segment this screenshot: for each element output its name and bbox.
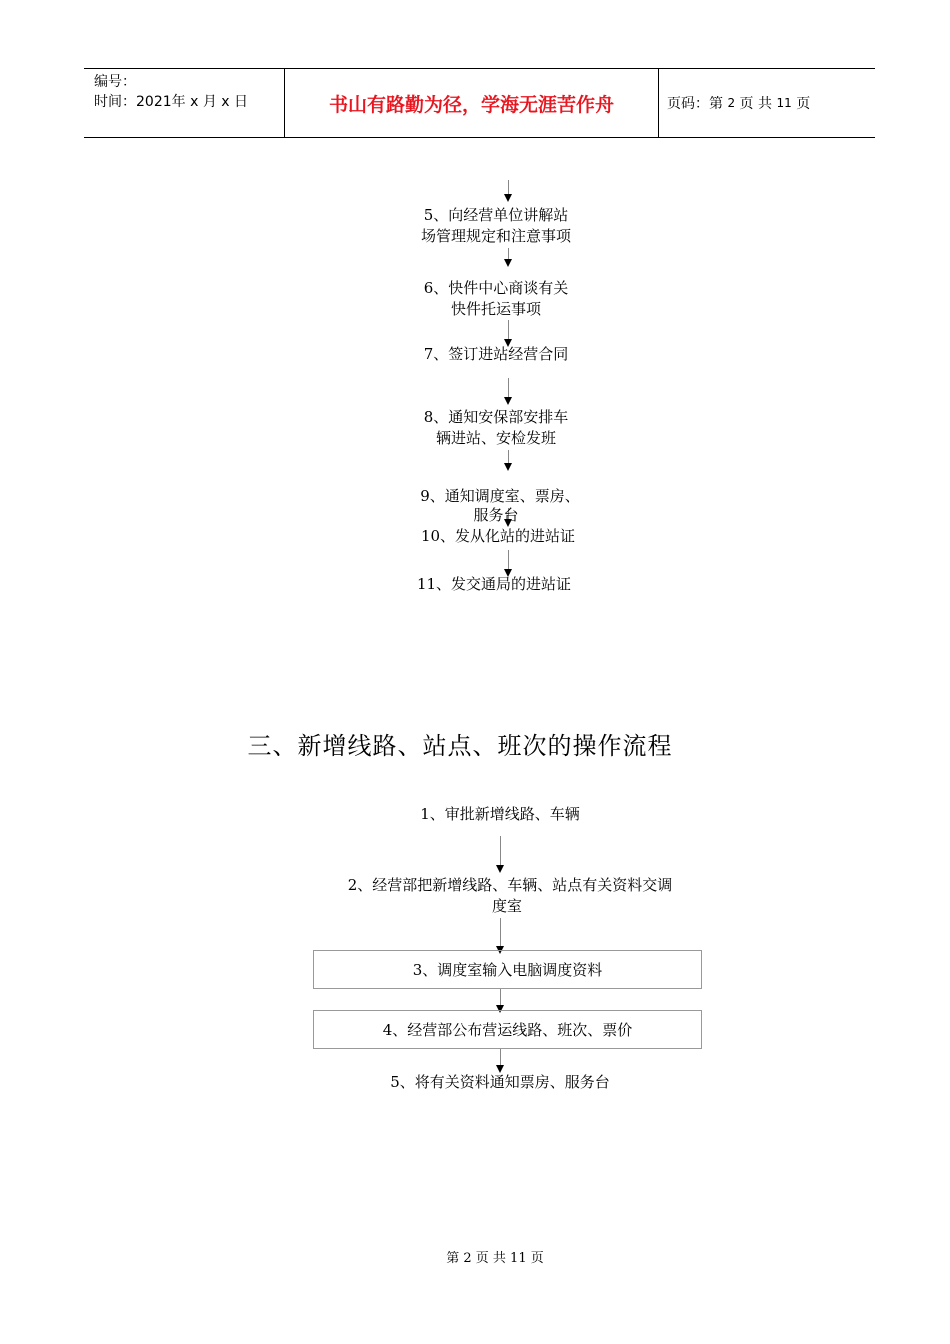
flow1-step-9: 9、通知调度室、票房、 服务台 [420, 487, 580, 524]
time-year: 2021 [136, 94, 172, 110]
page-current: 2 [727, 96, 736, 110]
connector-line [500, 918, 501, 948]
header-page-info [659, 69, 875, 137]
section3-step-4-box: 4、经营部公布营运线路、班次、票价 [313, 1010, 702, 1049]
page-header [84, 68, 875, 138]
connector-line [508, 450, 509, 464]
arrow-down-icon [504, 259, 512, 267]
arrow-down-icon [504, 463, 512, 471]
time-label: 时间： [94, 94, 136, 110]
flow1-step-5: 5、向经营单位讲解站 场管理规定和注意事项 [420, 206, 571, 245]
page-mid: 页 共 [739, 96, 772, 112]
page-footer: 第 2 页 共 11 页 [446, 1251, 544, 1266]
section3-step-5: 5、将有关资料通知票房、服务台 [390, 1073, 610, 1091]
page-prefix: 页码：第 [667, 96, 723, 112]
time-line [94, 92, 284, 112]
connector-line [500, 836, 501, 866]
time-rest: 年 x 月 x 日 [171, 94, 249, 110]
arrow-down-icon [504, 397, 512, 405]
page-total: 11 [776, 96, 792, 110]
flow1-step-6: 6、快件中心商谈有关 快件托运事项 [423, 279, 569, 318]
connector-line [508, 378, 509, 398]
connector-line [508, 320, 509, 340]
flow1-step-11: 11、发交通局的进站证 [416, 575, 572, 593]
page-suffix: 页 [796, 96, 811, 112]
section-title: 三、新增线路、站点、班次的操作流程 [247, 732, 673, 760]
connector-line [508, 550, 509, 570]
flow1-step-8: 8、通知安保部安排车 辆进站、安检发班 [423, 408, 569, 447]
section3-step-2: 2、经营部把新增线路、车辆、站点有关资料交调 度室 [347, 876, 673, 915]
flow1-step-7: 7、签订进站经营合同 [423, 345, 569, 363]
arrow-down-icon [504, 194, 512, 202]
flow1-step-10: 10、发从化站的进站证 [420, 527, 576, 545]
arrow-down-icon [496, 865, 504, 873]
section3-step-1: 1、审批新增线路、车辆 [420, 805, 580, 823]
header-motto: 书山有路勤为径，学海无涯苦作舟 [285, 69, 659, 137]
header-meta [84, 69, 285, 137]
section3-step-3-box: 3、调度室输入电脑调度资料 [313, 950, 702, 989]
number-label: 编号： [94, 74, 136, 90]
